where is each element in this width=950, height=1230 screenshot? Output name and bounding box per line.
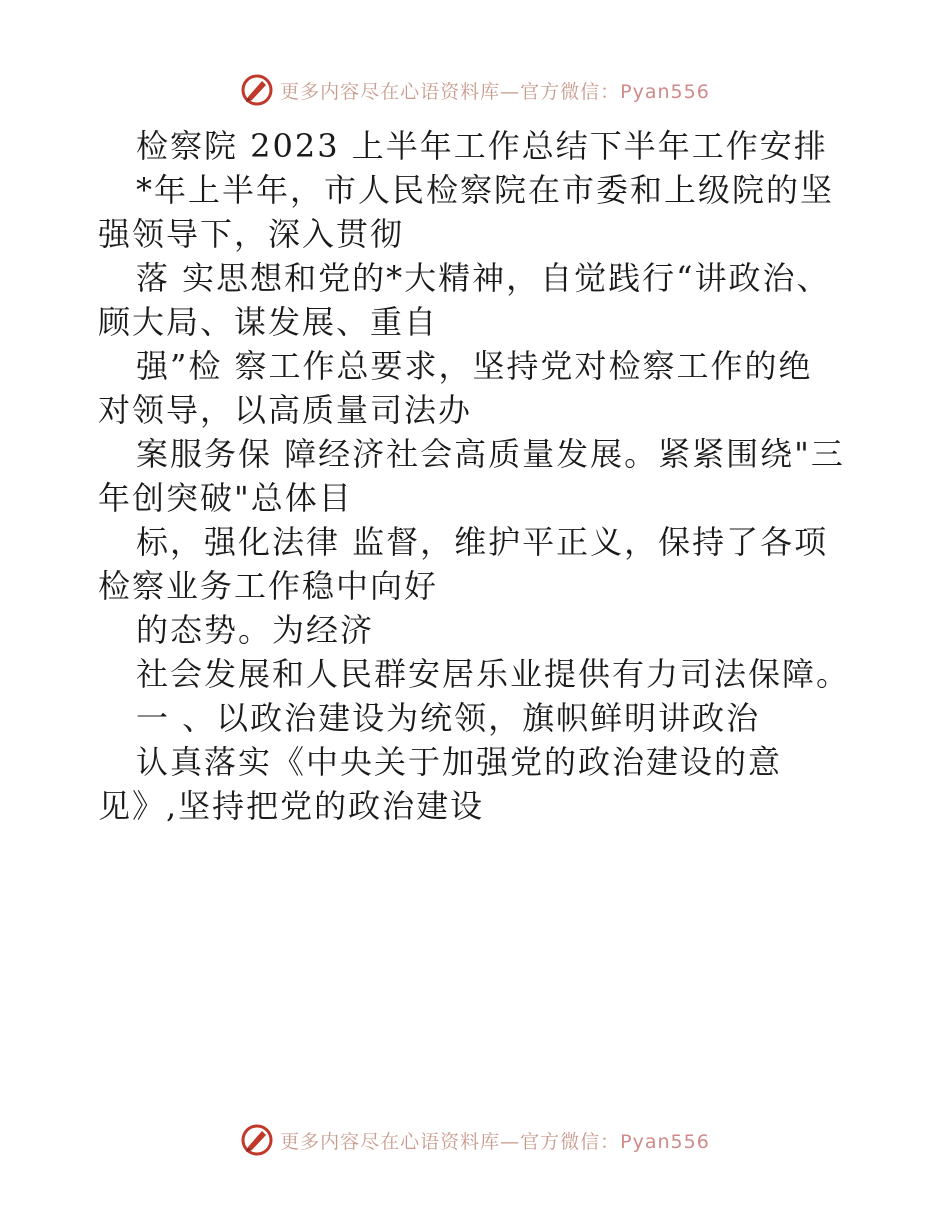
text-line: 强”检 察工作总要求，坚持党对检察工作的绝 <box>136 347 813 385</box>
text-line: 检察业务工作稳中向好 <box>98 567 439 605</box>
text-line: 年创突破"总体目 <box>98 479 353 517</box>
banner-text <box>280 77 710 104</box>
footer-banner <box>0 1120 950 1160</box>
text-line: 的态势。为经济 <box>136 611 375 649</box>
text-line: 顾大局、谋发展、重自 <box>98 303 439 341</box>
banner-wechat-id: Pyan556 <box>620 80 710 103</box>
header-banner <box>0 70 950 110</box>
pen-logo-icon <box>240 1123 274 1157</box>
text-line: 社会发展和人民群安居乐业提供有力司法保障。 <box>136 655 851 693</box>
banner-text <box>280 1127 710 1154</box>
text-line: 认真落实《中央关于加强党的政治建设的意 <box>136 743 783 781</box>
text-line: 标，强化法律 监督，维护平正义，保持了各项 <box>136 523 829 561</box>
text-line: 案服务保 障经济社会高质量发展。紧紧围绕"三 <box>136 435 845 473</box>
document-title: 检察院 2023 上半年工作总结下半年工作安排 <box>136 127 828 165</box>
banner-inner <box>240 1123 710 1157</box>
section-heading: 一 、以政治建设为统领，旗帜鲜明讲政治 <box>136 699 761 737</box>
document-body <box>98 124 878 828</box>
text-line: 见》,坚持把党的政治建设 <box>98 787 485 825</box>
banner-wechat-id: Pyan556 <box>620 1130 710 1153</box>
text-line: *年上半年，市人民检察院在市委和上级院的坚 <box>136 171 835 209</box>
text-line: 强领导下，深入贯彻 <box>98 215 405 253</box>
banner-label: 更多内容尽在心语资料库—官方微信： <box>280 1130 621 1153</box>
banner-inner <box>240 73 710 107</box>
banner-label: 更多内容尽在心语资料库—官方微信： <box>280 80 621 103</box>
text-line: 落 实思想和党的*大精神，自觉践行“讲政治、 <box>136 259 831 297</box>
pen-logo-icon <box>240 73 274 107</box>
text-line: 对领导，以高质量司法办 <box>98 391 473 429</box>
